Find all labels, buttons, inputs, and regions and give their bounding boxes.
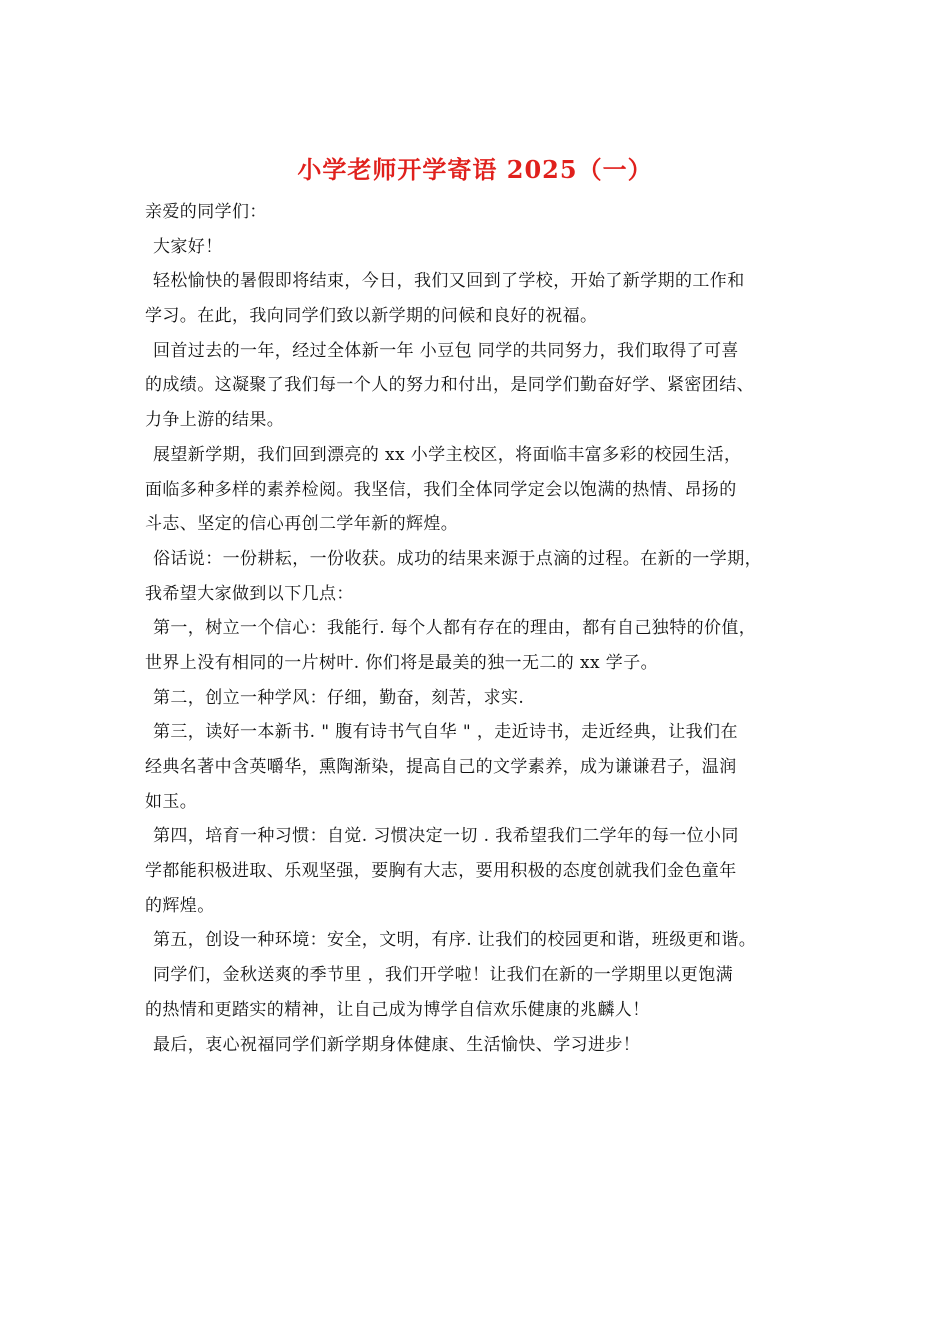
paragraph-line: 斗志、坚定的信心再创二学年新的辉煌。 [145, 514, 459, 535]
paragraph-line: 第一，树立一个信心：我能行. 每个人都有存在的理由，都有自己独特的价值， [153, 618, 757, 639]
paragraph-line: 经典名著中含英嚼华，熏陶渐染，提高自己的文学素养，成为谦谦君子，温润 [145, 757, 737, 777]
paragraph-line: 力争上游的结果。 [145, 410, 285, 431]
paragraph-line: 亲爱的同学们： [145, 202, 267, 222]
paragraph-line: 学都能积极进取、乐观坚强，要胸有大志，要用积极的态度创就我们金色童年 [145, 861, 737, 882]
paragraph-line: 的辉煌。 [145, 895, 215, 916]
paragraph-line: 大家好！ [153, 236, 223, 257]
paragraph-line: 如玉。 [145, 791, 198, 812]
paragraph-line: 学习。在此，我向同学们致以新学期的问候和良好的祝福。 [145, 306, 598, 327]
paragraph-line: 轻松愉快的暑假即将结束，今日，我们又回到了学校，开始了新学期的工作和 [153, 271, 745, 292]
paragraph-line: 最后，衷心祝福同学们新学期身体健康、生活愉快、学习进步！ [153, 1034, 641, 1055]
document-title: 小学老师开学寄语 2025（一） [297, 155, 653, 184]
paragraph-line: 俗话说：一份耕耘，一份收获。成功的结果来源于点滴的过程。在新的一学期， [153, 548, 762, 569]
paragraph-line: 第三，读好一本新书. " 腹有诗书气自华 " ，走近诗书，走近经典，让我们在 [153, 722, 738, 743]
paragraph-line: 的成绩。这凝聚了我们每一个人的努力和付出，是同学们勤奋好学、紧密团结、 [145, 375, 754, 396]
paragraph-line: 我希望大家做到以下几点： [145, 583, 354, 604]
paragraph-line: 世界上没有相同的一片树叶. 你们将是最美的独一无二的 xx 学子。 [145, 652, 658, 673]
paragraph-line: 回首过去的一年，经过全体新一年 小豆包 同学的共同努力，我们取得了可喜 [153, 340, 739, 361]
paragraph-line: 展望新学期，我们回到漂亮的 xx 小学主校区，将面临丰富多彩的校园生活， [153, 444, 742, 465]
paragraph-line: 第四，培育一种习惯：自觉. 习惯决定一切 . 我希望我们二学年的每一位小同 [153, 826, 739, 847]
paragraph-line: 第五，创设一种环境：安全，文明，有序. 让我们的校园更和谐，班级更和谐。 [153, 930, 757, 951]
paragraph-line: 同学们，金秋送爽的季节里 ，我们开学啦！让我们在新的一学期里以更饱满 [153, 965, 734, 986]
document-body [145, 195, 825, 1062]
paragraph-line: 的热情和更踏实的精神，让自己成为博学自信欢乐健康的兆麟人！ [145, 999, 650, 1020]
paragraph-line: 面临多种多样的素养检阅。我坚信，我们全体同学定会以饱满的热情、昂扬的 [145, 479, 737, 500]
paragraph-line: 第二，创立一种学风：仔细，勤奋，刻苦，求实. [153, 687, 525, 708]
